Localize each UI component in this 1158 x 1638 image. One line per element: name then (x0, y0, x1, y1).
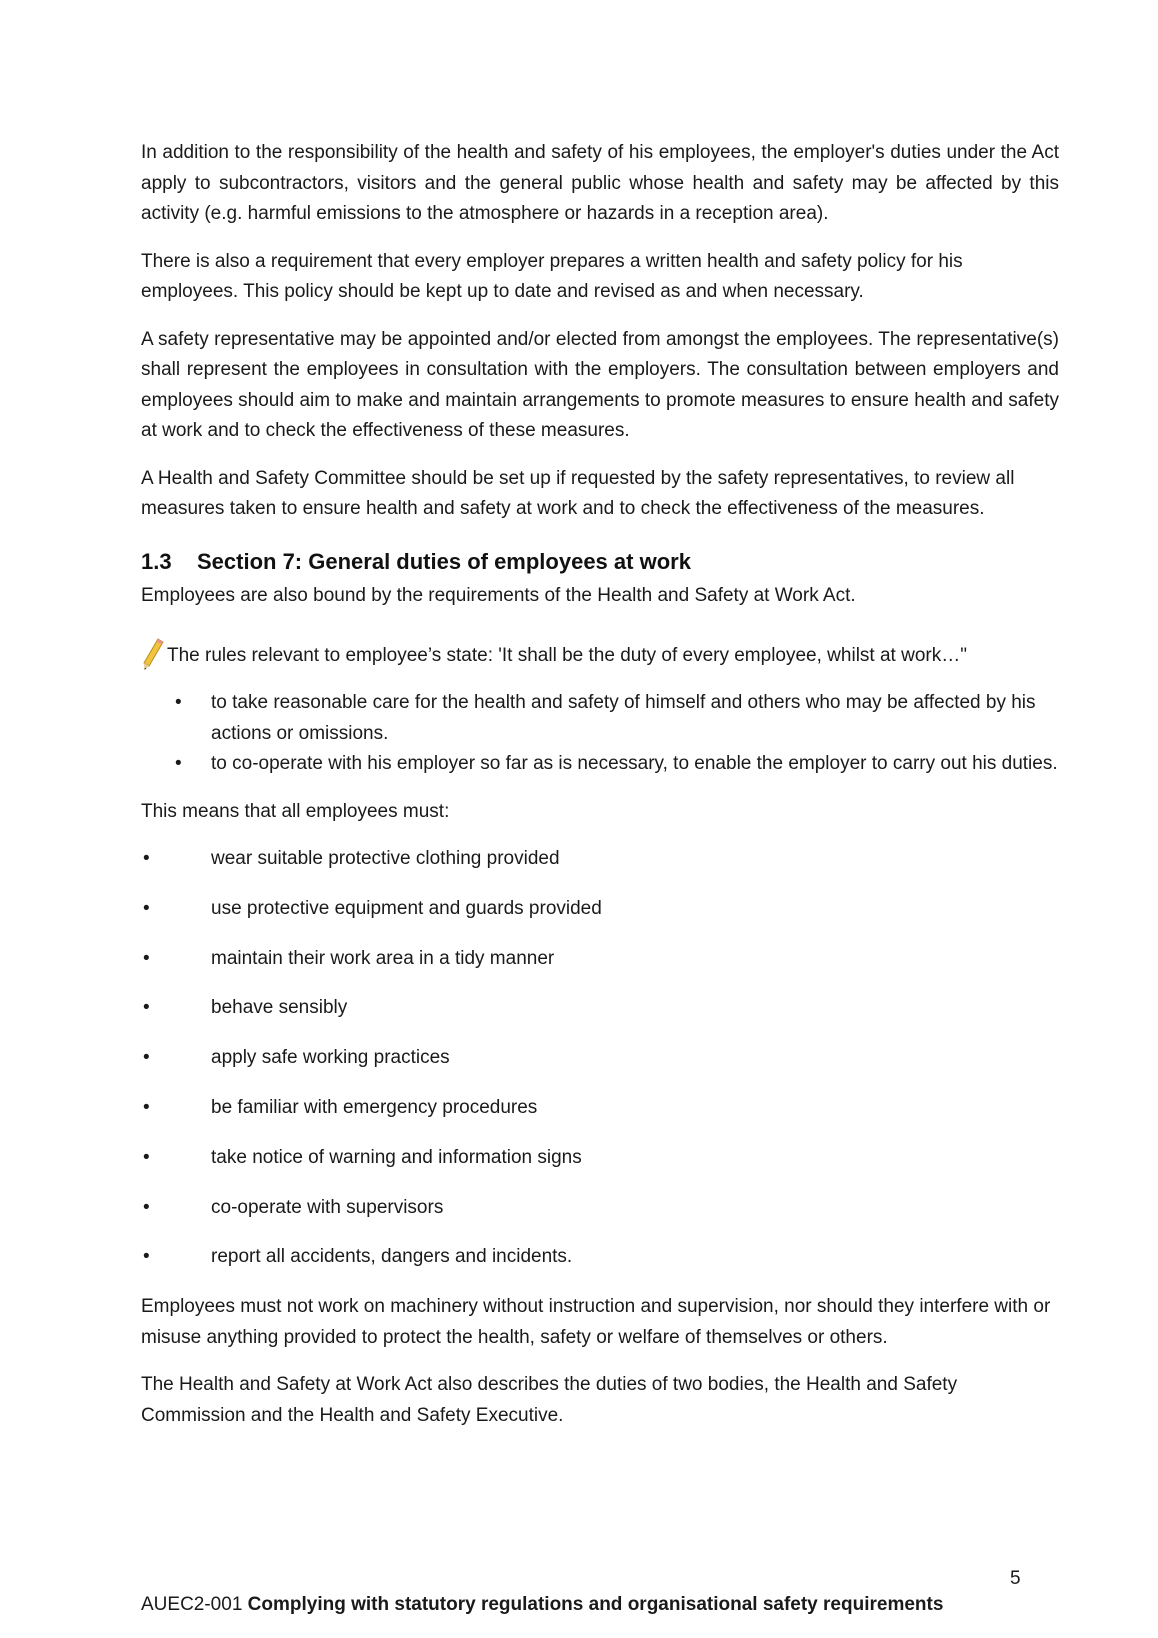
employee-musts-list (141, 844, 1059, 1273)
section-intro: Employees are also bound by the requirements of the Health and Safety at Work Act. (141, 584, 856, 606)
list-item: • co-operate with supervisors (141, 1193, 1059, 1224)
list-item: • to take reasonable care for the health and safety of himself and others who may be affected by his actions or omissions. (211, 688, 1059, 749)
pencil-icon (141, 637, 165, 671)
page-number: 5 (1010, 1568, 1021, 1589)
paragraph-employer-duties: In addition to the responsibility of the health and safety of his employees, the employer's duties under the Act apply to subcontractors, visitors and the general public whose health and safety may be affected by this activity (e.g. harmful emissions to the atmosphere or hazards in a reception area). (141, 142, 1059, 224)
list-item: • behave sensibly (141, 993, 1059, 1024)
list-item: • use protective equipment and guards provided (141, 894, 1059, 925)
footer-title: Complying with statutory regulations and organisational safety requirements (247, 1594, 944, 1615)
employee-duties-list (141, 688, 1059, 780)
document-page (141, 138, 1059, 1448)
list-item: • to co-operate with his employer so far as is necessary, to enable the employer to carry out his duties. (211, 749, 1059, 780)
section-heading (141, 547, 1059, 577)
paragraph-safety-representative: A safety representative may be appointed and/or elected from amongst the employees. The representative(s) shall represent the employees in consultation with the employers. The consultation between employers and employees should aim to make and maintain arrangements to promote measures to ensure health and safety at work and to check the effectiveness of these measures. (141, 328, 1059, 441)
page-footer (141, 1594, 943, 1616)
list-item: • wear suitable protective clothing provided (141, 844, 1059, 875)
paragraph-written-policy: There is also a requirement that every employer prepares a written health and safety policy for his employees. This policy should be kept up to date and revised as and when necessary. (141, 250, 963, 302)
footer-code: AUEC2-001 (141, 1594, 243, 1615)
paragraph-safety-committee: A Health and Safety Committee should be set up if requested by the safety representatives, to review all measures taken to ensure health and safety at work and to check the effectiveness of the measures. (141, 467, 1015, 519)
list-item: • maintain their work area in a tidy manner (141, 944, 1059, 975)
list-item: • be familiar with emergency procedures (141, 1093, 1059, 1124)
list-item: • report all accidents, dangers and incidents. (141, 1242, 1059, 1273)
paragraph-machinery: Employees must not work on machinery without instruction and supervision, nor should they interfere with or misuse anything provided to protect the health, safety or welfare of themselves or others. (141, 1296, 1051, 1348)
means-intro: This means that all employees must: (141, 800, 450, 822)
section-title: Section 7: General duties of employees at work (197, 548, 691, 574)
paragraph-bodies: The Health and Safety at Work Act also describes the duties of two bodies, the Health and Safety Commission and the Health and Safety Executive. (141, 1374, 958, 1426)
rules-note-text: The rules relevant to employee’s state: 'It shall be the duty of every employee, whilst at work…" (167, 644, 967, 666)
list-item: • take notice of warning and information signs (141, 1143, 1059, 1174)
section-number: 1.3 (141, 548, 172, 574)
list-item: • apply safe working practices (141, 1043, 1059, 1074)
rules-note (141, 637, 1059, 671)
